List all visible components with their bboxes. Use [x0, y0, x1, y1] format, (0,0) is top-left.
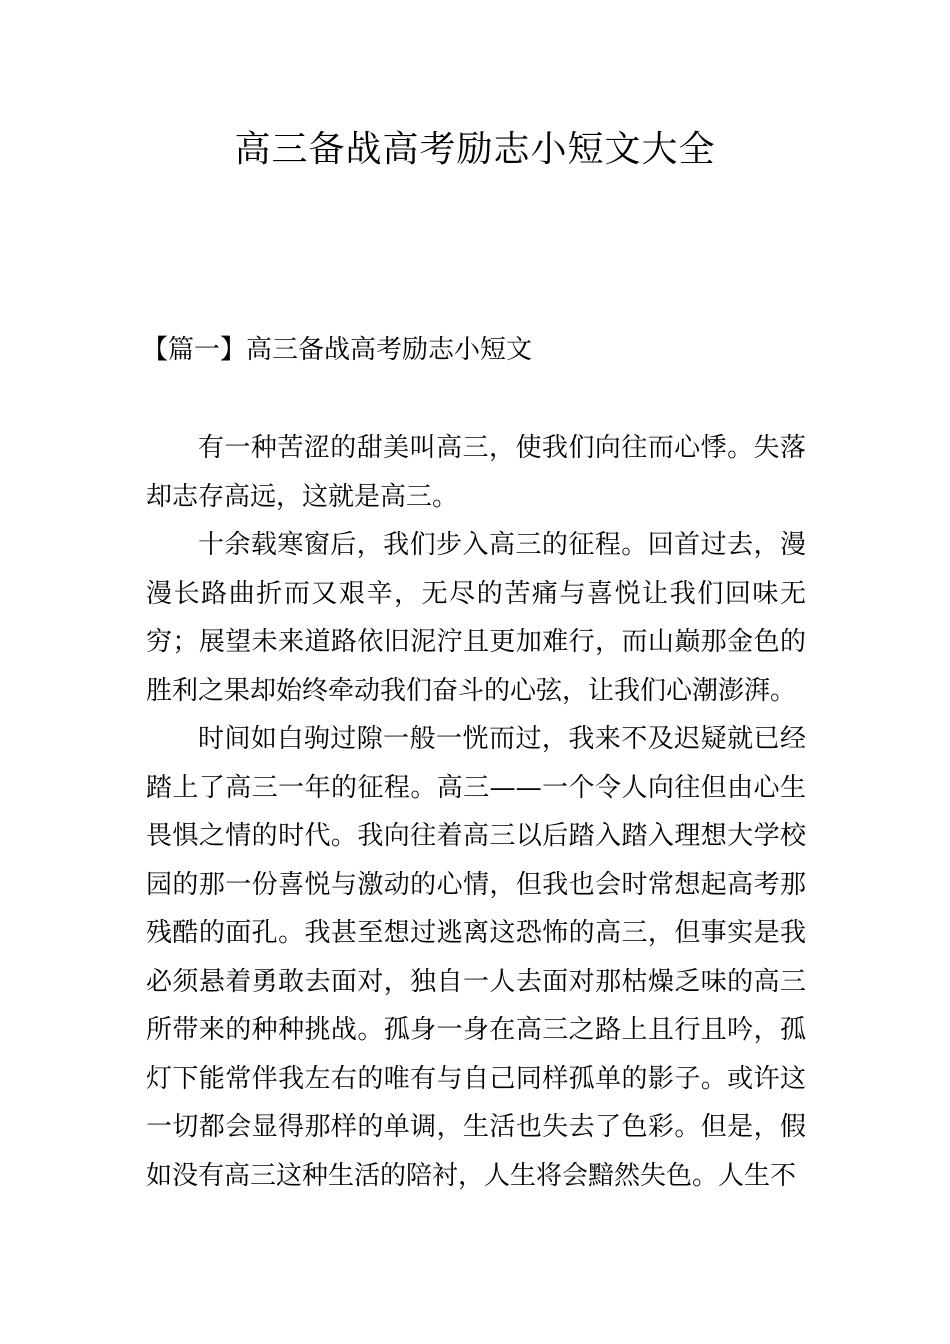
paragraph: 有一种苦涩的甜美叫高三，使我们向往而心悸。失落却志存高远，这就是高三。: [146, 433, 806, 512]
paragraph: 时间如白驹过隙一般一恍而过，我来不及迟疑就已经踏上了高三一年的征程。高三——一个令人向往但由心生畏惧之情的时代。我向往着高三以后踏入踏入理想大学校园的那一份喜悦与激动的心情，但我也会时常想起高考那残酷的面孔。我甚至想过逃离这恐怖的高三，但事实是我必须悬着勇敢去面对，独自一人去面对那枯燥乏味的高三所带来的种种挑战。孤身一身在高三之路上且行且吟，孤灯下能常伴我左右的唯有与自己同样孤单的影子。或许这一切都会显得那样的单调，生活也失去了色彩。但是，假如没有高三这种生活的陪衬，人生将会黯然失色。人生不: [146, 724, 806, 1191]
paragraph: 十余载寒窗后，我们步入高三的征程。回首过去，漫漫长路曲折而又艰辛，无尽的苦痛与喜悦让我们回味无穷；展望未来道路依旧泥泞且更加难行，而山巅那金色的胜利之果却始终牵动我们奋斗的心弦，让我们心潮澎湃。: [146, 530, 806, 706]
body-text: [146, 424, 806, 1200]
document-title: 高三备战高考励志小短文大全: [234, 129, 716, 170]
section-heading: 【篇一】高三备战高考励志小短文: [142, 335, 533, 365]
